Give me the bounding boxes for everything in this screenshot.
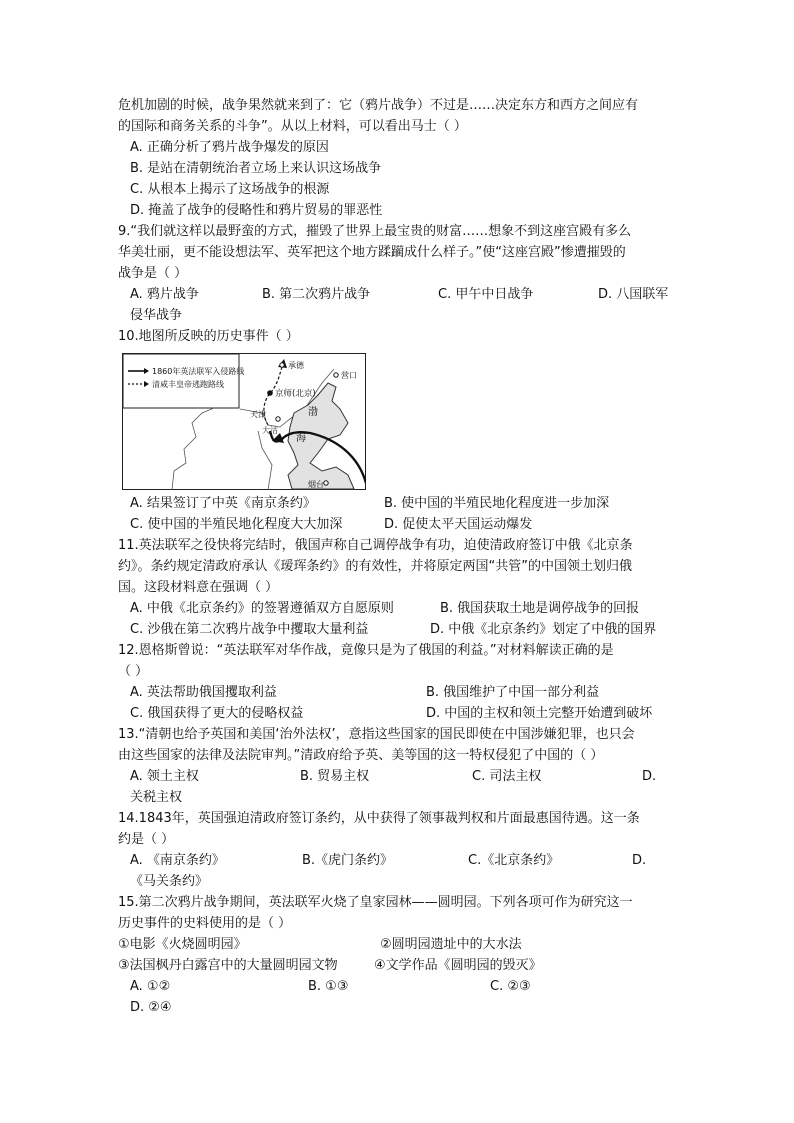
q11-options-row-2 bbox=[130, 620, 678, 640]
q15-items-row-1 bbox=[118, 935, 666, 955]
q15-line-1: 15.第二次鸦片战争期间，英法联军火烧了皇家园林——圆明园。下列各项可作为研究这一 bbox=[118, 895, 633, 910]
q12-options-row-2 bbox=[130, 704, 678, 724]
q10-options-row-2 bbox=[130, 515, 678, 535]
q13-line-1: 13.“清朝也给予英国和美国‘治外法权’，意指这些国家的国民即使在中国涉嫌犯罪，也只会 bbox=[118, 727, 635, 742]
invasion-route-map bbox=[122, 353, 366, 490]
yingkou-marker bbox=[334, 373, 338, 377]
q11-line-2: 约》。条约规定清政府承认《瑷珲条约》的有效性，并将原定两国“共管”的中国领土划归俄 bbox=[118, 559, 632, 574]
q8-option-c: C. 从根本上揭示了这场战争的根源 bbox=[130, 182, 330, 197]
q10-option-d: D. 促使太平天国运动爆发 bbox=[384, 517, 533, 532]
q14-option-d-cont: 《马关条约》 bbox=[130, 874, 209, 889]
q12-line-1: 12.恩格斯曾说：“英法联军对华作战，竟像只是为了俄国的利益。”对材料解读正确的是 bbox=[118, 643, 614, 658]
q11-option-c: C. 沙俄在第二次鸦片战争中攫取大量利益 bbox=[130, 622, 369, 637]
q11-line-3: 国。这段材料意在强调（ ） bbox=[118, 580, 279, 595]
q10-line-1: 10.地图所反映的历史事件（ ） bbox=[118, 329, 299, 344]
q10-option-c: C. 使中国的半殖民地化程度大大加深 bbox=[130, 517, 343, 532]
q9-option-b: B. 第二次鸦片战争 bbox=[262, 287, 371, 302]
q15-item-3: ③法国枫丹白露宫中的大量圆明园文物 bbox=[118, 958, 338, 973]
q13-options-row bbox=[130, 767, 678, 787]
q14-option-a: A. 《南京条约》 bbox=[130, 853, 225, 868]
sea-label-bo: 渤 bbox=[308, 407, 318, 418]
q13-option-c: C. 司法主权 bbox=[472, 769, 542, 784]
q13-option-a: A. 领土主权 bbox=[130, 769, 199, 784]
yantai-label: 烟台 bbox=[308, 480, 324, 489]
chengde-label: 承德 bbox=[288, 361, 304, 370]
q11-options-row-1 bbox=[130, 599, 678, 619]
q9-options-row bbox=[130, 285, 678, 305]
q14-line-2: 约是（ ） bbox=[118, 832, 175, 847]
q10-options-row-1 bbox=[130, 494, 678, 514]
q15-option-b: B. ①③ bbox=[308, 979, 349, 994]
chengde-marker bbox=[280, 363, 284, 367]
q10-option-b: B. 使中国的半殖民地化程度进一步加深 bbox=[384, 496, 610, 511]
tianjin-label: 天津 bbox=[250, 410, 266, 419]
q13-option-d-cont: 关税主权 bbox=[130, 790, 183, 805]
q15-line-2: 历史事件的史料使用的是（ ） bbox=[118, 916, 292, 931]
q13-option-d: D. bbox=[642, 769, 657, 784]
q14-option-b: B.《虎门条约》 bbox=[302, 853, 394, 868]
q15-items-row-2 bbox=[118, 956, 666, 976]
q8-option-d: D. 掩盖了战争的侵略性和鸦片贸易的罪恶性 bbox=[130, 203, 383, 218]
q8-line-1: 危机加剧的时候，战争果然就来到了：它（鸦片战争）不过是……决定东方和西方之间应有 bbox=[118, 98, 639, 113]
q9-option-c: C. 甲午中日战争 bbox=[438, 287, 534, 302]
q11-option-d: D. 中俄《北京条约》划定了中俄的国界 bbox=[430, 622, 657, 637]
sea-label-hai: 海 bbox=[296, 433, 306, 444]
q15-options-row bbox=[130, 977, 678, 997]
jingshi-marker bbox=[267, 390, 273, 396]
q9-line-1: 9.“我们就这样以最野蛮的方式，摧毁了世界上最宝贵的财富……想象不到这座宫殿有多么 bbox=[118, 224, 632, 239]
q12-option-b: B. 俄国维护了中国一部分利益 bbox=[426, 685, 600, 700]
q9-option-d-cont: 侵华战争 bbox=[130, 308, 183, 323]
q12-options-row-1 bbox=[130, 683, 678, 703]
q11-option-a: A. 中俄《北京条约》的签署遵循双方自愿原则 bbox=[130, 601, 394, 616]
q15-option-c: C. ②③ bbox=[490, 979, 531, 994]
q9-line-3: 战争是（ ） bbox=[118, 266, 188, 281]
q13-line-2: 由这些国家的法律及法院审判。”清政府给予英、美等国的这一特权侵犯了中国的（ ） bbox=[118, 748, 604, 763]
q12-option-c: C. 俄国获得了更大的侵略权益 bbox=[130, 706, 304, 721]
q15-item-2: ②圆明园遗址中的大水法 bbox=[380, 937, 522, 952]
legend-invasion-label: 1860年英法联军入侵路线 bbox=[152, 367, 245, 376]
q11-option-b: B. 俄国获取土地是调停战争的回报 bbox=[440, 601, 640, 616]
dagu-label: 大沽 bbox=[262, 426, 278, 435]
q9-option-a: A. 鸦片战争 bbox=[130, 287, 199, 302]
q13-option-b: B. 贸易主权 bbox=[300, 769, 370, 784]
q8-option-a: A. 正确分析了鸦片战争爆发的原因 bbox=[130, 140, 329, 155]
q11-line-1: 11.英法联军之役快将完结时，俄国声称自己调停战争有功，迫使清政府签订中俄《北京条 bbox=[118, 538, 633, 553]
q14-options-row bbox=[130, 851, 678, 871]
q15-option-a: A. ①② bbox=[130, 979, 171, 994]
q14-option-d: D. bbox=[632, 853, 647, 868]
q14-line-1: 14.1843年，英国强迫清政府签订条约，从中获得了领事裁判权和片面最惠国待遇。这一条 bbox=[118, 811, 640, 826]
q9-option-d: D. 八国联军 bbox=[598, 287, 669, 302]
yantai-marker bbox=[324, 481, 328, 485]
q8-line-2: 的国际和商务关系的斗争”。从以上材料，可以看出马士（ ） bbox=[118, 119, 467, 134]
q12-option-a: A. 英法帮助俄国攫取利益 bbox=[130, 685, 277, 700]
q8-option-b: B. 是站在清朝统治者立场上来认识这场战争 bbox=[130, 161, 382, 176]
legend-escape-label: 清咸丰皇帝逃跑路线 bbox=[152, 380, 224, 389]
q10-option-a: A. 结果签订了中英《南京条约》 bbox=[130, 496, 316, 511]
jingshi-label: 京师(北京) bbox=[275, 389, 316, 399]
yingkou-label: 营口 bbox=[341, 371, 357, 380]
q12-option-d: D. 中国的主权和领土完整开始遭到破坏 bbox=[426, 706, 653, 721]
q15-option-d: D. ②④ bbox=[130, 1000, 172, 1015]
q12-line-2: （ ） bbox=[118, 664, 149, 679]
q9-line-2: 华美壮丽，更不能设想法军、英军把这个地方蹂躏成什么样子。”使“这座宫殿”惨遭摧毁的 bbox=[118, 245, 626, 260]
q14-option-c: C.《北京条约》 bbox=[468, 853, 560, 868]
tianjin-marker bbox=[276, 417, 280, 421]
q15-item-1: ①电影《火烧圆明园》 bbox=[118, 937, 247, 952]
q15-item-4: ④文学作品《圆明园的毁灭》 bbox=[374, 958, 542, 973]
